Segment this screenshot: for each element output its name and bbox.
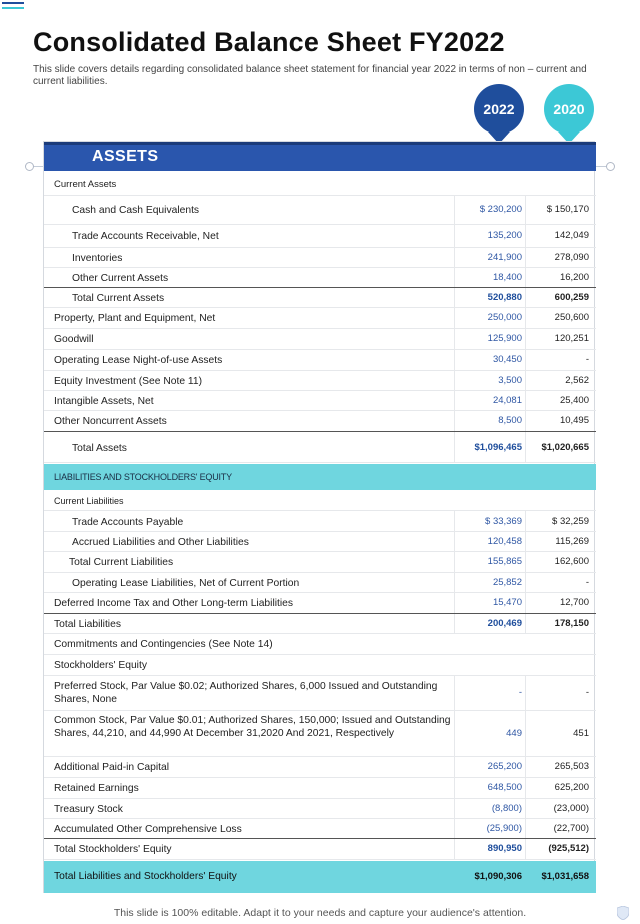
footer-note: This slide is 100% editable. Adapt it to your needs and capture your audience's attention.: [113, 907, 527, 919]
table-row: Other Current Assets 18,400 16,200: [44, 268, 596, 288]
table-row: Common Stock, Par Value $0.01; Authorized Shares, 150,000; Issued and Outstanding Shares, 44,210, and 44,990 At December 31,2020 And 2021, Respectively 449 451: [44, 711, 596, 757]
assets-header: [44, 142, 596, 171]
table-row: Trade Accounts Receivable, Net 135,200 142,049: [44, 225, 596, 248]
year-badge-2022: 2022: [474, 84, 524, 134]
table-row: Accumulated Other Comprehensive Loss (25,900) (22,700): [44, 819, 596, 839]
corner-mark: [2, 2, 24, 12]
table-row: Total Current Assets 520,880 600,259: [44, 288, 596, 308]
table-row: Inventories 241,900 278,090: [44, 248, 596, 268]
grand-total-row: Total Liabilities and Stockholders' Equity $1,090,306 $1,031,658: [44, 861, 596, 893]
table-row: Intangible Assets, Net 24,081 25,400: [44, 391, 596, 411]
assets-header-label: ASSETS: [92, 148, 159, 165]
table-row: Goodwill 125,900 120,251: [44, 329, 596, 350]
balance-sheet-table: [43, 141, 595, 893]
frame-dot-left: [25, 162, 34, 171]
frame-dot-right: [606, 162, 615, 171]
table-row: Commitments and Contingencies (See Note 14): [44, 634, 596, 655]
page-title: Consolidated Balance Sheet FY2022: [33, 27, 505, 57]
table-row: Deferred Income Tax and Other Long-term Liabilities 15,470 12,700: [44, 593, 596, 614]
table-row: Operating Lease Night-of-use Assets 30,450 -: [44, 350, 596, 371]
table-row: Total Assets $1,096,465 $1,020,665: [44, 432, 596, 463]
table-row: Preferred Stock, Par Value $0.02; Authorized Shares, 6,000 Issued and Outstanding Shares, None - -: [44, 676, 596, 711]
table-row: Operating Lease Liabilities, Net of Current Portion 25,852 -: [44, 573, 596, 593]
table-row: Property, Plant and Equipment, Net 250,000 250,600: [44, 308, 596, 329]
table-row: Stockholders' Equity: [44, 655, 596, 676]
table-row: Current Liabilities: [44, 490, 596, 511]
table-row: Equity Investment (See Note 11) 3,500 2,562: [44, 371, 596, 391]
table-row: Current Assets: [44, 171, 596, 196]
table-row: Total Liabilities 200,469 178,150: [44, 614, 596, 634]
shield-icon: [617, 906, 629, 920]
table-row: Trade Accounts Payable $ 33,369 $ 32,259: [44, 511, 596, 532]
table-row: Cash and Cash Equivalents $ 230,200 $ 150,170: [44, 196, 596, 225]
year-badge-2020: 2020: [544, 84, 594, 134]
table-row: Treasury Stock (8,800) (23,000): [44, 799, 596, 819]
liabilities-header: LIABILITIES AND STOCKHOLDERS' EQUITY: [44, 464, 596, 490]
table-row: Retained Earnings 648,500 625,200: [44, 778, 596, 799]
table-row: Accrued Liabilities and Other Liabilities 120,458 115,269: [44, 532, 596, 552]
page-subtitle: This slide covers details regarding consolidated balance sheet statement for financial year 2022 in terms of non – current and current liabilities.: [33, 64, 587, 87]
table-row: Other Noncurrent Assets 8,500 10,495: [44, 411, 596, 432]
table-row: Total Stockholders' Equity 890,950 (925,512): [44, 839, 596, 860]
table-row: Total Current Liabilities 155,865 162,600: [44, 552, 596, 573]
table-row: Additional Paid-in Capital 265,200 265,503: [44, 757, 596, 778]
